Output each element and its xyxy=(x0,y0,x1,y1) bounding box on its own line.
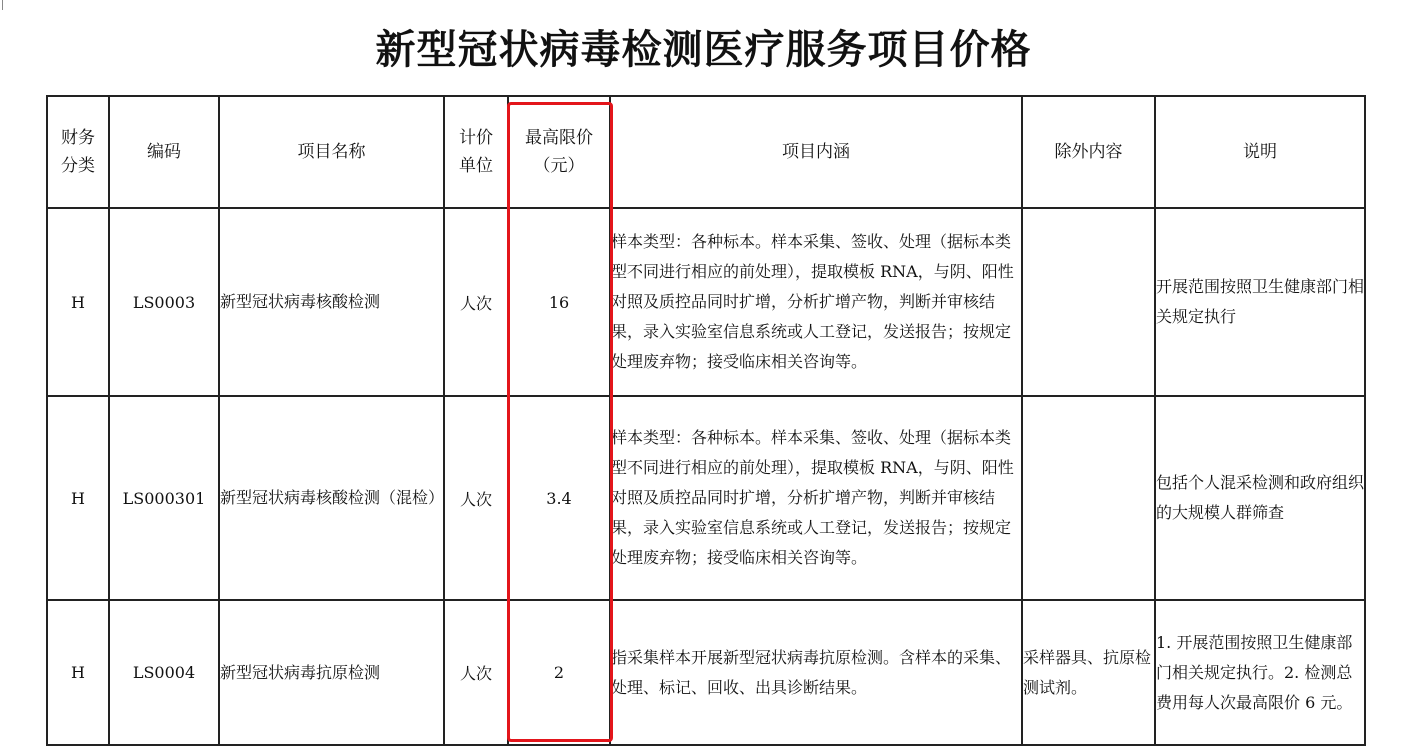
cell-name: 新型冠状病毒抗原检测 xyxy=(219,600,444,745)
header-unit: 计价单位 xyxy=(444,96,508,208)
cell-code: LS0004 xyxy=(109,600,219,745)
cell-notes: 包括个人混采检测和政府组织的大规模人群筛查 xyxy=(1155,396,1365,600)
table-row xyxy=(47,208,1365,396)
price-table xyxy=(46,95,1366,746)
cell-category: H xyxy=(47,208,109,396)
cell-exclusions xyxy=(1022,208,1155,396)
cell-notes: 开展范围按照卫生健康部门相关规定执行 xyxy=(1155,208,1365,396)
cell-unit: 人次 xyxy=(444,600,508,745)
cell-content: 样本类型：各种标本。样本采集、签收、处理（据标本类型不同进行相应的前处理），提取模板 RNA，与阴、阳性对照及质控品同时扩增，分析扩增产物，判断并审核结果，录入实验室信息系统或人工登记，发送报告；按规定处理废弃物；接受临床相关咨询等。 xyxy=(610,396,1022,600)
cell-exclusions xyxy=(1022,396,1155,600)
cell-unit: 人次 xyxy=(444,208,508,396)
page-title: 新型冠状病毒检测医疗服务项目价格 xyxy=(375,27,1032,73)
cell-category: H xyxy=(47,600,109,745)
cell-content: 指采集样本开展新型冠状病毒抗原检测。含样本的采集、处理、标记、回收、出具诊断结果。 xyxy=(610,600,1022,745)
header-row xyxy=(47,96,1365,208)
header-code: 编码 xyxy=(109,96,219,208)
header-exclusions: 除外内容 xyxy=(1022,96,1155,208)
table-row xyxy=(47,600,1365,745)
cell-name: 新型冠状病毒核酸检测 xyxy=(219,208,444,396)
cell-unit: 人次 xyxy=(444,396,508,600)
header-max-price: 最高限价（元） xyxy=(508,96,610,208)
header-name: 项目名称 xyxy=(219,96,444,208)
cell-code: LS000301 xyxy=(109,396,219,600)
cell-category: H xyxy=(47,396,109,600)
cell-exclusions: 采样器具、抗原检测试剂。 xyxy=(1022,600,1155,745)
table-row xyxy=(47,396,1365,600)
header-notes: 说明 xyxy=(1155,96,1365,208)
corner-mark xyxy=(2,0,3,10)
cell-code: LS0003 xyxy=(109,208,219,396)
cell-max-price: 2 xyxy=(508,600,610,745)
cell-notes: 1. 开展范围按照卫生健康部门相关规定执行。2. 检测总费用每人次最高限价 6 元。 xyxy=(1155,600,1365,745)
cell-content: 样本类型：各种标本。样本采集、签收、处理（据标本类型不同进行相应的前处理），提取模板 RNA，与阴、阳性对照及质控品同时扩增，分析扩增产物，判断并审核结果，录入实验室信息系统或人工登记，发送报告；按规定处理废弃物；接受临床相关咨询等。 xyxy=(610,208,1022,396)
cell-name: 新型冠状病毒核酸检测（混检） xyxy=(219,396,444,600)
cell-max-price: 16 xyxy=(508,208,610,396)
header-category: 财务分类 xyxy=(47,96,109,208)
header-content: 项目内涵 xyxy=(610,96,1022,208)
cell-max-price: 3.4 xyxy=(508,396,610,600)
